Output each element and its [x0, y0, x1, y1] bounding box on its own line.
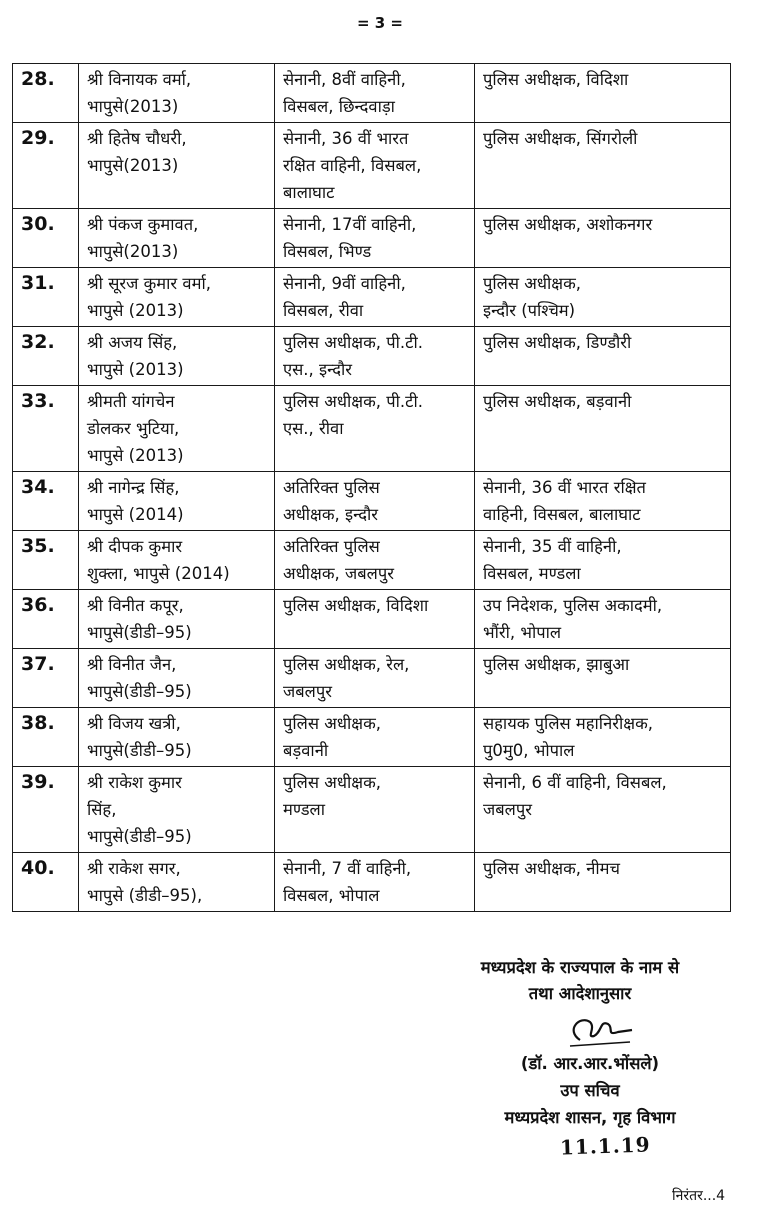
officer-name-cell: [79, 531, 275, 590]
officer-block: [460, 1050, 720, 1131]
serial-number: 34.: [13, 472, 79, 531]
cell-line: विसबल, छिन्दवाड़ा: [283, 97, 395, 116]
cell-line: सेनानी, 8वीं वाहिनी,: [283, 70, 406, 89]
new-posting-cell: [475, 853, 731, 912]
serial-number: 38.: [13, 708, 79, 767]
cell-line: विसबल, रीवा: [283, 301, 364, 320]
cell-line: भापुसे(2013): [87, 97, 179, 116]
officer-name: (डॉ. आर.आर.भोंसले): [520, 1054, 660, 1073]
signature-icon: [560, 1010, 640, 1050]
cell-line: भापुसे(2013): [87, 242, 179, 261]
officer-name-cell: [79, 853, 275, 912]
cell-line: पु0मु0, भोपाल: [483, 741, 575, 760]
cell-line: बड़वानी: [283, 741, 329, 760]
cell-line: जबलपुर: [283, 682, 332, 701]
new-posting-cell: [475, 209, 731, 268]
cell-line: बालाघाट: [283, 183, 335, 202]
cell-line: एस., रीवा: [283, 419, 344, 438]
table-row: [13, 590, 731, 649]
new-posting-cell: [475, 268, 731, 327]
officer-name-cell: [79, 64, 275, 123]
table-row: [13, 531, 731, 590]
cell-line: सेनानी, 7 वीं वाहिनी,: [283, 859, 412, 878]
authority-block: [430, 955, 730, 1007]
authority-line-1: मध्यप्रदेश के राज्यपाल के नाम से: [480, 958, 680, 977]
current-posting-cell: [275, 209, 475, 268]
table-row: [13, 472, 731, 531]
cell-line: भौंरी, भोपाल: [483, 623, 562, 642]
cell-line: पुलिस अधीक्षक,: [483, 274, 582, 293]
serial-number: 36.: [13, 590, 79, 649]
table-row: [13, 123, 731, 209]
cell-line: अधीक्षक, इन्दौर: [283, 505, 379, 524]
cell-line: मण्डला: [283, 800, 325, 819]
cell-line: विसबल, मण्डला: [483, 564, 581, 583]
transfer-table-body: [13, 64, 731, 912]
cell-line: श्री पंकज कुमावत,: [87, 215, 199, 234]
table-row: [13, 64, 731, 123]
cell-line: रक्षित वाहिनी, विसबल,: [283, 156, 422, 175]
cell-line: श्री विनीत जैन,: [87, 655, 177, 674]
new-posting-cell: [475, 590, 731, 649]
cell-line: भापुसे(डीडी–95): [87, 682, 192, 701]
cell-line: इन्दौर (पश्चिम): [483, 301, 576, 320]
cell-line: वाहिनी, विसबल, बालाघाट: [483, 505, 641, 524]
current-posting-cell: [275, 64, 475, 123]
new-posting-cell: [475, 708, 731, 767]
current-posting-cell: [275, 472, 475, 531]
current-posting-cell: [275, 386, 475, 472]
serial-number: 29.: [13, 123, 79, 209]
table-row: [13, 853, 731, 912]
officer-name-cell: [79, 590, 275, 649]
cell-line: पुलिस अधीक्षक, बड़वानी: [483, 392, 632, 411]
current-posting-cell: [275, 767, 475, 853]
new-posting-cell: [475, 472, 731, 531]
cell-line: पुलिस अधीक्षक,: [283, 714, 382, 733]
signing-date: 11.1.19: [559, 1132, 651, 1160]
cell-line: पुलिस अधीक्षक, रेल,: [283, 655, 410, 674]
officer-name-cell: [79, 767, 275, 853]
cell-line: सेनानी, 36 वीं भारत रक्षित: [483, 478, 646, 497]
cell-line: भापुसे(डीडी–95): [87, 827, 192, 846]
officer-name-cell: [79, 472, 275, 531]
page-number: = 3 =: [356, 14, 404, 32]
cell-line: पुलिस अधीक्षक,: [283, 773, 382, 792]
cell-line: श्री सूरज कुमार वर्मा,: [87, 274, 211, 293]
cell-line: भापुसे(डीडी–95): [87, 741, 192, 760]
cell-line: सिंह,: [87, 800, 117, 819]
officer-name-cell: [79, 708, 275, 767]
transfer-table: [12, 63, 731, 912]
serial-number: 31.: [13, 268, 79, 327]
cell-line: पुलिस अधीक्षक, नीमच: [483, 859, 621, 878]
cell-line: पुलिस अधीक्षक, अशोकनगर: [483, 215, 653, 234]
cell-line: श्री राकेश कुमार: [87, 773, 182, 792]
cell-line: श्री दीपक कुमार: [87, 537, 183, 556]
cell-line: सेनानी, 17वीं वाहिनी,: [283, 215, 417, 234]
current-posting-cell: [275, 590, 475, 649]
officer-designation: उप सचिव: [560, 1081, 620, 1100]
new-posting-cell: [475, 64, 731, 123]
cell-line: विसबल, भिण्ड: [283, 242, 372, 261]
cell-line: पुलिस अधीक्षक, झाबुआ: [483, 655, 630, 674]
cell-line: विसबल, भोपाल: [283, 886, 380, 905]
cell-line: श्री विनीत कपूर,: [87, 596, 184, 615]
table-row: [13, 649, 731, 708]
cell-line: पुलिस अधीक्षक, पी.टी.: [283, 392, 423, 411]
cell-line: अधीक्षक, जबलपुर: [283, 564, 394, 583]
table-row: [13, 268, 731, 327]
cell-line: अतिरिक्त पुलिस: [283, 478, 380, 497]
cell-line: श्री विनायक वर्मा,: [87, 70, 192, 89]
cell-line: श्री अजय सिंह,: [87, 333, 178, 352]
cell-line: सेनानी, 36 वीं भारत: [283, 129, 409, 148]
cell-line: सेनानी, 35 वीं वाहिनी,: [483, 537, 622, 556]
new-posting-cell: [475, 767, 731, 853]
current-posting-cell: [275, 268, 475, 327]
table-row: [13, 767, 731, 853]
officer-name-cell: [79, 649, 275, 708]
cell-line: श्री विजय खत्री,: [87, 714, 181, 733]
table-row: [13, 708, 731, 767]
new-posting-cell: [475, 649, 731, 708]
serial-number: 40.: [13, 853, 79, 912]
authority-line-2: तथा आदेशानुसार: [528, 984, 632, 1003]
cell-line: पुलिस अधीक्षक, विदिशा: [283, 596, 429, 615]
serial-number: 32.: [13, 327, 79, 386]
new-posting-cell: [475, 531, 731, 590]
table-row: [13, 209, 731, 268]
cell-line: सहायक पुलिस महानिरीक्षक,: [483, 714, 654, 733]
cell-line: जबलपुर: [483, 800, 532, 819]
serial-number: 28.: [13, 64, 79, 123]
officer-name-cell: [79, 327, 275, 386]
cell-line: एस., इन्दौर: [283, 360, 352, 379]
cell-line: डोलकर भुटिया,: [87, 419, 180, 438]
serial-number: 30.: [13, 209, 79, 268]
continued-note: निरंतर...4: [672, 1188, 726, 1204]
cell-line: भापुसे (2013): [87, 301, 184, 320]
officer-name-cell: [79, 123, 275, 209]
cell-line: भापुसे (2013): [87, 360, 184, 379]
table-row: [13, 386, 731, 472]
serial-number: 39.: [13, 767, 79, 853]
cell-line: भापुसे (डीडी–95),: [87, 886, 203, 905]
new-posting-cell: [475, 327, 731, 386]
current-posting-cell: [275, 649, 475, 708]
current-posting-cell: [275, 531, 475, 590]
cell-line: सेनानी, 6 वीं वाहिनी, विसबल,: [483, 773, 667, 792]
current-posting-cell: [275, 123, 475, 209]
officer-department: मध्यप्रदेश शासन, गृह विभाग: [504, 1108, 676, 1127]
cell-line: पुलिस अधीक्षक, विदिशा: [483, 70, 629, 89]
serial-number: 37.: [13, 649, 79, 708]
new-posting-cell: [475, 386, 731, 472]
cell-line: पुलिस अधीक्षक, डिण्डौरी: [483, 333, 632, 352]
cell-line: उप निदेशक, पुलिस अकादमी,: [483, 596, 663, 615]
cell-line: श्री नागेन्द्र सिंह,: [87, 478, 180, 497]
cell-line: अतिरिक्त पुलिस: [283, 537, 380, 556]
serial-number: 33.: [13, 386, 79, 472]
table-row: [13, 327, 731, 386]
serial-number: 35.: [13, 531, 79, 590]
cell-line: भापुसे (2013): [87, 446, 184, 465]
officer-name-cell: [79, 386, 275, 472]
cell-line: भापुसे(डीडी–95): [87, 623, 192, 642]
cell-line: पुलिस अधीक्षक, सिंगरोली: [483, 129, 638, 148]
cell-line: श्री राकेश सगर,: [87, 859, 181, 878]
new-posting-cell: [475, 123, 731, 209]
cell-line: शुक्ला, भापुसे (2014): [87, 564, 230, 583]
cell-line: भापुसे(2013): [87, 156, 179, 175]
current-posting-cell: [275, 708, 475, 767]
officer-name-cell: [79, 209, 275, 268]
officer-name-cell: [79, 268, 275, 327]
cell-line: पुलिस अधीक्षक, पी.टी.: [283, 333, 423, 352]
cell-line: भापुसे (2014): [87, 505, 184, 524]
cell-line: श्रीमती यांगचेन: [87, 392, 175, 411]
current-posting-cell: [275, 327, 475, 386]
cell-line: सेनानी, 9वीं वाहिनी,: [283, 274, 406, 293]
cell-line: श्री हितेष चौधरी,: [87, 129, 187, 148]
current-posting-cell: [275, 853, 475, 912]
